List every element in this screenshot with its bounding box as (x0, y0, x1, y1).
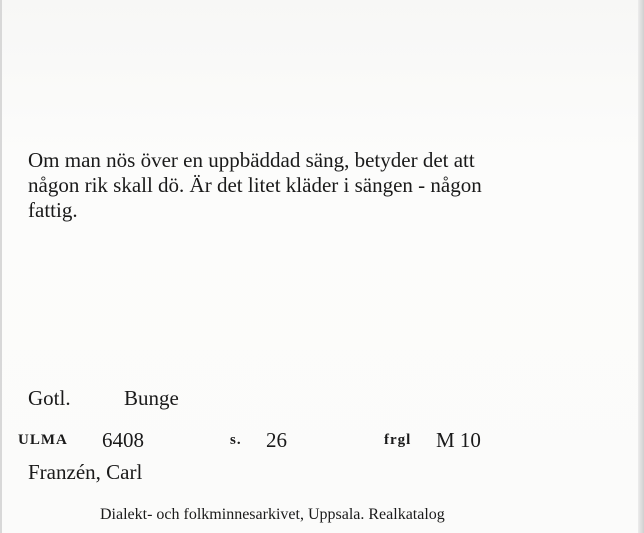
place-row (28, 386, 179, 411)
card-left-edge (0, 0, 2, 533)
questionnaire-number: M 10 (436, 428, 481, 452)
province: Gotl. (28, 386, 71, 410)
parish: Bunge (124, 386, 179, 410)
card-body-text (28, 148, 588, 223)
archive-label: ULMA (18, 432, 68, 448)
reference-row (18, 428, 618, 456)
questionnaire-label: frgl (384, 432, 412, 448)
page-number: 26 (266, 428, 287, 452)
page-label: s. (230, 432, 242, 448)
archive-number: 6408 (102, 428, 144, 452)
author: Franzén, Carl (28, 460, 143, 484)
body-text-line: Om man nös över en uppbäddad säng, betyder det att (28, 148, 475, 172)
card-right-edge (638, 0, 644, 533)
archive-footer: Dialekt- och folkminnesarkivet, Uppsala. Realkatalog (100, 506, 445, 523)
body-text-line: någon rik skall dö. Är det litet kläder i sängen - någon (28, 173, 482, 197)
body-text-line: fattig. (28, 198, 78, 222)
